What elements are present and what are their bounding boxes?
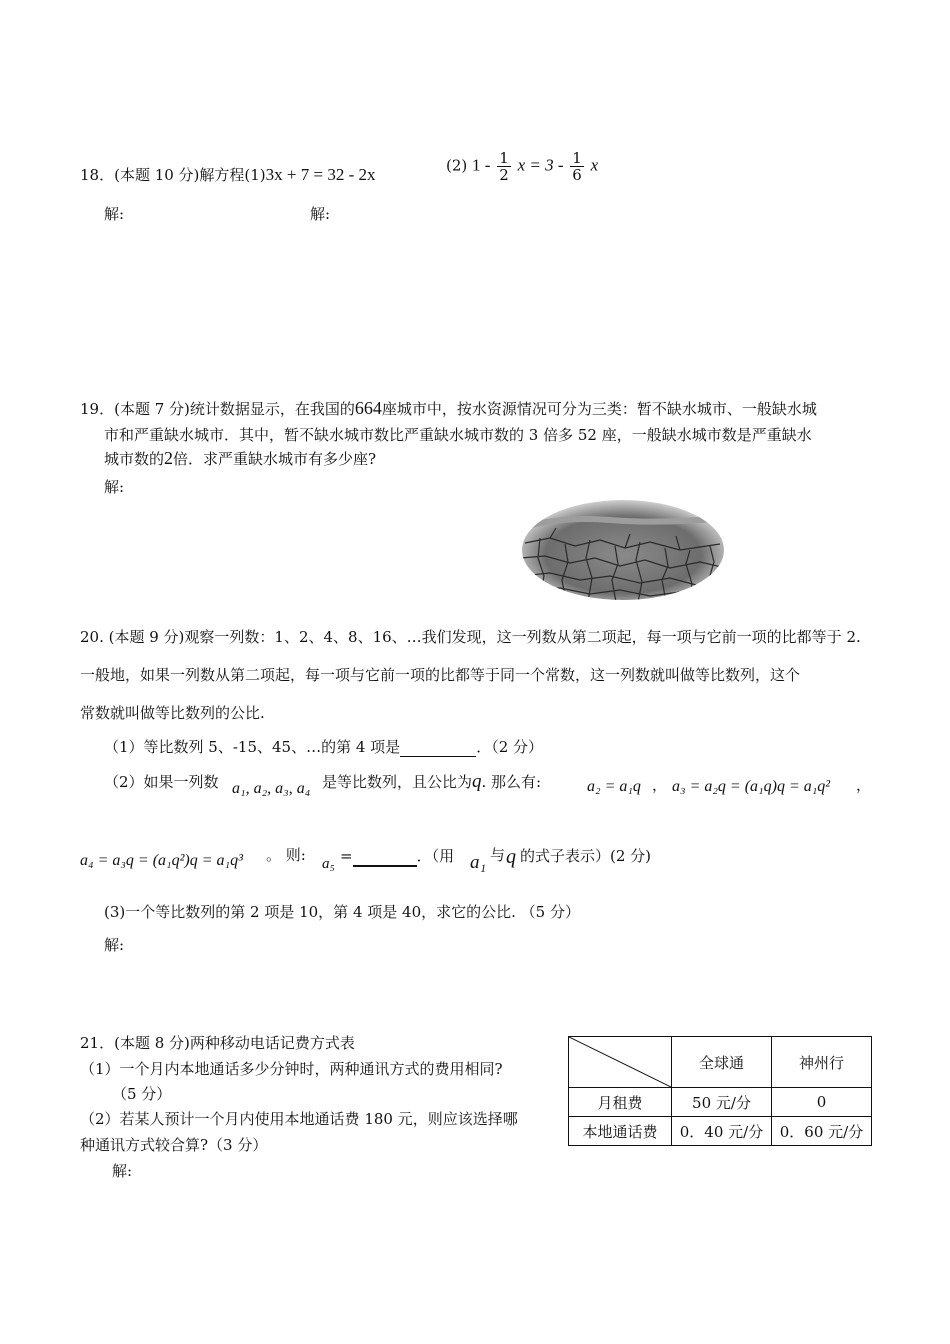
table-cell: 月租费 (569, 1088, 672, 1117)
q20-solution: 解: (104, 936, 125, 954)
q20-part3: (3)一个等比数列的第 2 项是 10，第 4 项是 40，求它的公比. （5 分） (104, 903, 580, 921)
q18-eq2-left: 1 - (472, 155, 491, 175)
q19-line2: 市和严重缺水城市．其中，暂不缺水城市数比严重缺水城市数的 3 倍多 52 座，一般缺水城市数是严重缺水 (104, 426, 812, 444)
table-diagonal-cell (569, 1037, 672, 1088)
diagonal-line (569, 1037, 671, 1087)
table-cell: 0 (772, 1088, 872, 1117)
answer-blank-2[interactable] (353, 847, 417, 867)
q20-q: q (506, 846, 516, 868)
q19-number-2: 2 (164, 448, 174, 468)
q21-part1-score: （5 分） (112, 1085, 172, 1103)
comma-1: ， (652, 776, 668, 794)
q18-part2 (446, 150, 598, 183)
q20-a5: a₅ (322, 856, 335, 872)
q18-frac2: $\frac{1}{6}$ (572, 149, 582, 184)
q18-stem (80, 164, 376, 185)
comma-2: ， (856, 776, 872, 794)
table-cell: 本地通话费 (569, 1117, 672, 1146)
q20-line2: 一般地，如果一列数从第二项起，每一项与它前一项的比都等于同一个常数，这一列数就叫做等比数列，这个 (80, 666, 801, 684)
q21-title: 21．(本题 8 分)两种移动电话记费方式表 (80, 1034, 355, 1052)
q20-line1: 20. (本题 9 分)观察一列数：1、2、4、8、16、…我们发现，这一列数从第二项起，每一项与它前一项的比都等于 2. (80, 628, 861, 646)
q18-solution-1: 解: (104, 205, 125, 223)
table-row (569, 1117, 872, 1146)
q20-part2-ratio: 是等比数列，且公比为q. 那么有: (322, 771, 542, 792)
q19-solution: 解: (104, 478, 125, 496)
cracked-earth-image (520, 498, 726, 602)
q18-head: 18．(本题 10 分)解方程(1) (80, 166, 266, 184)
table-cell: 0．60 元/分 (772, 1117, 872, 1146)
q18-solution-2: 解: (310, 205, 331, 223)
q20-a1: a₁ (470, 852, 487, 873)
q21-part2-a: （2）若某人预计一个月内使用本地通话费 180 元，则应该选择哪 (80, 1110, 518, 1128)
q20-line3: 常数就叫做等比数列的公比. (80, 704, 265, 722)
q20-expr-note: 的式子表示）(2 分) (520, 847, 652, 865)
q18-eq1: 3x + 7 = 32 - 2x (265, 165, 376, 184)
table-cell: 0．40 元/分 (672, 1117, 772, 1146)
q20-eq-a3: a₃ = a₂q = (a₁q)q = a₁q² (672, 778, 831, 795)
table-row (569, 1088, 872, 1117)
q20-then: 。 则: (266, 846, 306, 864)
table-cell: 50 元/分 (672, 1088, 772, 1117)
table-header-cell: 全球通 (672, 1037, 772, 1088)
table-header-cell: 神州行 (772, 1037, 872, 1088)
q18-eq2-x: x (590, 155, 599, 175)
q18-eq2-mid: x = 3 - (517, 155, 564, 175)
q20-eq-a2: a₂ = a₁q (587, 778, 641, 795)
q20-sequence: a₁, a₂, a₃, a₄ (232, 780, 311, 797)
q21-solution: 解: (112, 1162, 133, 1180)
q20-part2: （2）如果一列数 (104, 773, 219, 791)
q18-part2-label: (2) (446, 156, 468, 175)
answer-blank-1[interactable] (400, 738, 476, 757)
q19-line3: 城市数的2倍．求严重缺水城市有多少座? (104, 448, 377, 468)
table-row (569, 1037, 872, 1088)
q21-part2-b: 种通讯方式较合算?（3 分） (80, 1136, 268, 1154)
q19-number-664: 664 (354, 398, 382, 418)
q20-a5-eq: = ．（用 (340, 847, 455, 865)
q20-eq-a4: a₄ = a₃q = (a₁q²)q = a₁q³ (80, 852, 243, 869)
q19-line1: 19．(本题 7 分)统计数据显示，在我国的664座城市中，按水资源情况可分为三类：暂不缺水城市、一般缺水城 (80, 398, 817, 418)
q18-frac1: $\frac{1}{2}$ (499, 149, 509, 184)
fee-table (568, 1036, 872, 1146)
q20-with: 与 (490, 846, 506, 864)
q21-part1: （1）一个月内本地通话多少分钟时，两种通讯方式的费用相同? (80, 1060, 503, 1078)
q20-part1: （1）等比数列 5、-15、45、…的第 4 项是 ．（2 分） (104, 738, 543, 756)
